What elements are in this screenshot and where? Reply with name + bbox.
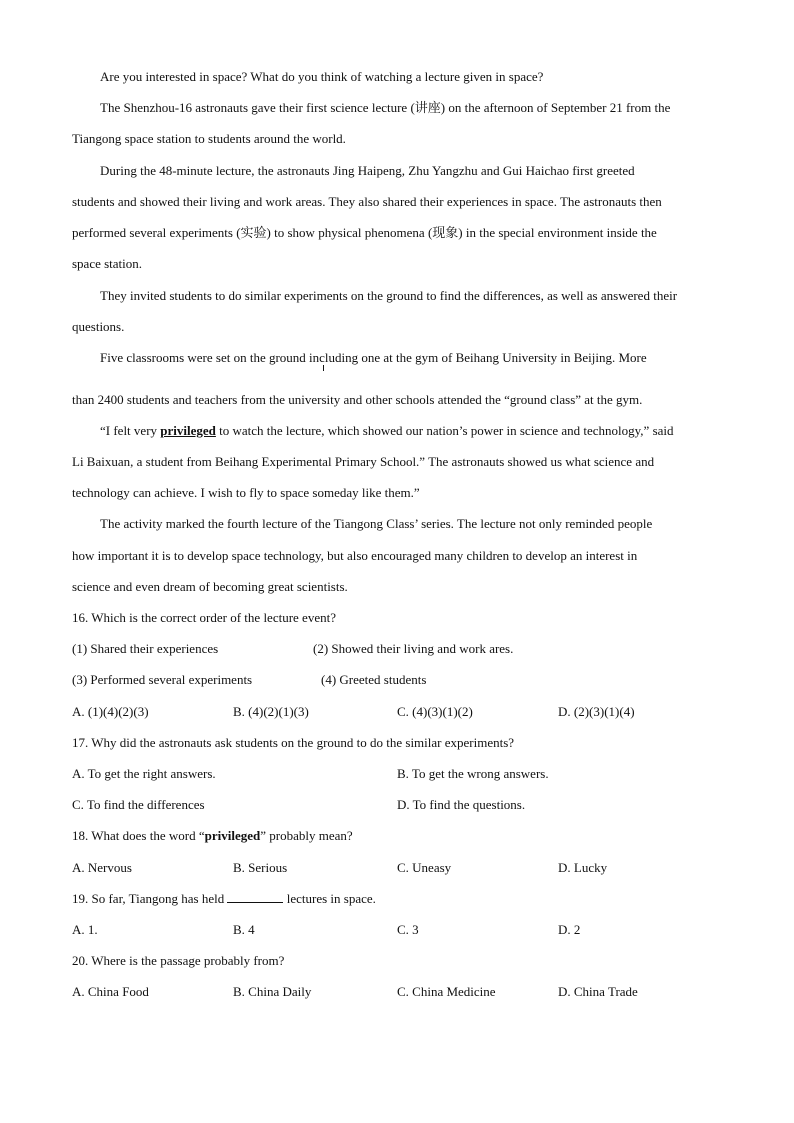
quote-start-text: “I felt very: [100, 423, 161, 438]
question-19-option-b[interactable]: B. 4: [233, 922, 255, 937]
question-18-option-c[interactable]: C. Uneasy: [397, 860, 452, 875]
question-16-option-d[interactable]: D. (2)(3)(1)(4): [558, 704, 635, 719]
question-16-stem: 16. Which is the correct order of the lecture event?: [72, 610, 336, 625]
question-18-stem-start: 18. What does the word “: [72, 828, 205, 843]
question-17-option-d[interactable]: D. To find the questions.: [397, 797, 526, 812]
question-18-keyword: privileged: [204, 828, 261, 843]
passage-paragraph-4-line-2: questions.: [72, 319, 125, 334]
highlighted-word: privileged: [160, 423, 216, 438]
question-18-option-b[interactable]: B. Serious: [233, 860, 288, 875]
question-16-item-3: (3) Performed several experiments: [72, 672, 253, 687]
passage-paragraph-5-line-2: than 2400 students and teachers from the university and other schools attended the “ground class” at the gym.: [72, 392, 643, 407]
question-16-option-c[interactable]: C. (4)(3)(1)(2): [397, 704, 473, 719]
passage-paragraph-7-line-1: The activity marked the fourth lecture of the Tiangong Class’ series. The lecture not only reminded people: [100, 516, 653, 531]
answer-blank[interactable]: [227, 891, 283, 903]
passage-paragraph-2-line-2: Tiangong space station to students around the world.: [72, 131, 346, 146]
passage-paragraph-1: Are you interested in space? What do you think of watching a lecture given in space?: [100, 69, 544, 84]
stray-comma-mark: [323, 365, 324, 371]
question-20-option-d[interactable]: D. China Trade: [558, 984, 638, 999]
passage-paragraph-3-line-3: performed several experiments (实验) to show physical phenomena (现象) in the special environment inside the: [72, 225, 657, 240]
question-19-option-c[interactable]: C. 3: [397, 922, 419, 937]
question-16-item-2: (2) Showed their living and work ares.: [313, 641, 514, 656]
passage-paragraph-2-line-1: The Shenzhou-16 astronauts gave their first science lecture (讲座) on the afternoon of September 21 from the: [100, 100, 671, 115]
passage-paragraph-7-line-3: science and even dream of becoming great scientists.: [72, 579, 348, 594]
question-17-option-a[interactable]: A. To get the right answers.: [72, 766, 216, 781]
question-18-stem: [72, 828, 353, 844]
question-17-option-b[interactable]: B. To get the wrong answers.: [397, 766, 549, 781]
passage-paragraph-3-line-1: During the 48-minute lecture, the astronauts Jing Haipeng, Zhu Yangzhu and Gui Haichao first greeted: [100, 163, 635, 178]
question-19-stem-start: 19. So far, Tiangong has held: [72, 891, 228, 906]
passage-paragraph-6-line-3: technology can achieve. I wish to fly to space someday like them.”: [72, 485, 420, 500]
question-20-option-b[interactable]: B. China Daily: [233, 984, 312, 999]
passage-paragraph-6-line-1: [100, 423, 674, 439]
quote-rest-text: to watch the lecture, which showed our nation’s power in science and technology,” said: [215, 423, 674, 438]
question-17-option-c[interactable]: C. To find the differences: [72, 797, 205, 812]
question-16-item-4: (4) Greeted students: [321, 672, 427, 687]
question-19-option-a[interactable]: A. 1.: [72, 922, 98, 937]
question-20-option-c[interactable]: C. China Medicine: [397, 984, 496, 999]
question-18-stem-end: ” probably mean?: [260, 828, 353, 843]
question-19-stem-end: lectures in space.: [283, 891, 376, 906]
passage-paragraph-3-line-2: students and showed their living and work areas. They also shared their experiences in space. The astronauts then: [72, 194, 662, 209]
passage-paragraph-3-line-4: space station.: [72, 256, 143, 271]
question-16-option-b[interactable]: B. (4)(2)(1)(3): [233, 704, 309, 719]
question-17-stem: 17. Why did the astronauts ask students on the ground to do the similar experiments?: [72, 735, 515, 750]
question-20-stem: 20. Where is the passage probably from?: [72, 953, 285, 968]
question-18-option-a[interactable]: A. Nervous: [72, 860, 132, 875]
passage-paragraph-7-line-2: how important it is to develop space technology, but also encouraged many children to develop an interest in: [72, 548, 638, 563]
passage-paragraph-5-line-1: Five classrooms were set on the ground including one at the gym of Beihang University in Beijing. More: [100, 350, 647, 365]
question-16-item-1: (1) Shared their experiences: [72, 641, 219, 656]
question-18-option-d[interactable]: D. Lucky: [558, 860, 608, 875]
question-19-option-d[interactable]: D. 2: [558, 922, 581, 937]
passage-paragraph-6-line-2: Li Baixuan, a student from Beihang Experimental Primary School.” The astronauts showed us what science and: [72, 454, 655, 469]
passage-paragraph-4-line-1: They invited students to do similar experiments on the ground to find the differences, as well as answered their: [100, 288, 678, 303]
question-19-stem: [72, 891, 376, 907]
question-20-option-a[interactable]: A. China Food: [72, 984, 149, 999]
question-16-option-a[interactable]: A. (1)(4)(2)(3): [72, 704, 149, 719]
